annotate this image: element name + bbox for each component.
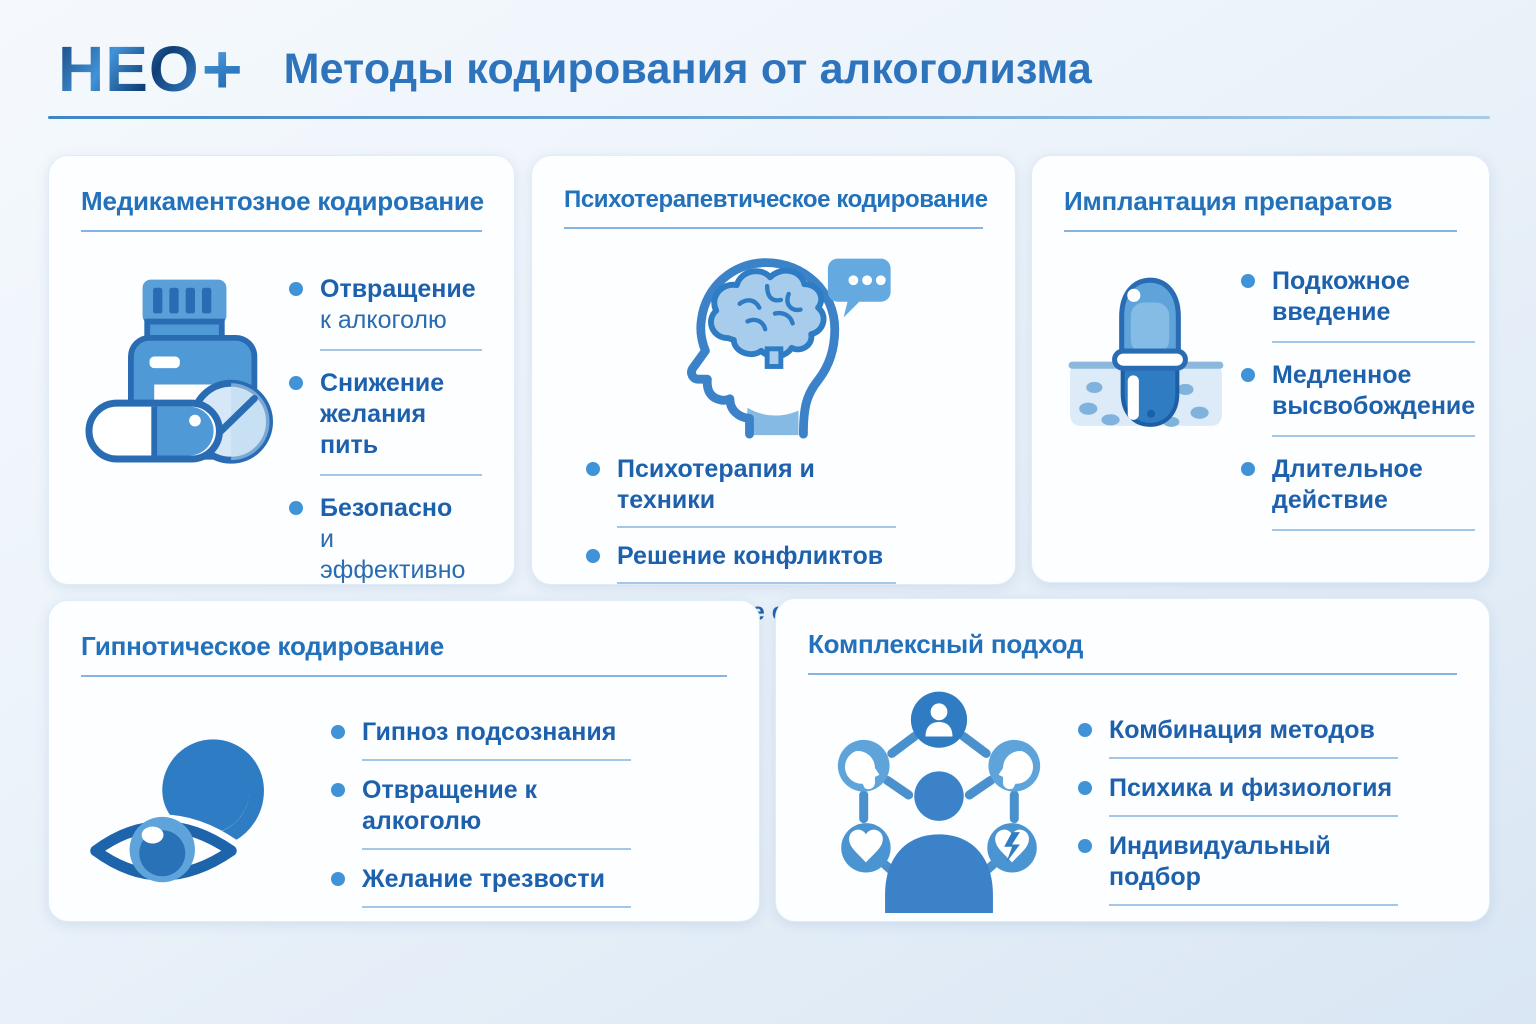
list-item: Медленное высвобождение — [1241, 360, 1475, 437]
header — [58, 30, 1488, 108]
header-divider — [48, 116, 1490, 119]
card-hypnotic-body — [81, 687, 727, 922]
list-item: Отвращение к алкоголю — [289, 274, 482, 351]
list-item: Гипноз подсознания — [331, 717, 631, 761]
complex-bullet-list — [1078, 715, 1398, 920]
hypnosis-spiral-eye-icon — [81, 703, 321, 922]
medication-bullet-list — [289, 274, 482, 616]
list-item: Безопасно и эффективно — [289, 493, 482, 599]
card-psychotherapy — [531, 155, 1016, 585]
card-complex-title: Комплексный подход — [808, 629, 1457, 675]
list-item: Психотерапия и техники — [586, 454, 896, 528]
card-medication-title: Медикаментозное кодирование — [81, 186, 482, 232]
list-item: Желание трезвости — [331, 864, 631, 908]
card-implantation-title: Имплантация препаратов — [1064, 186, 1457, 232]
logo-text: НЕО — [58, 33, 200, 105]
card-psychotherapy-title: Психотерапевтическое кодирование — [564, 186, 983, 229]
card-medication — [48, 155, 515, 585]
implant-capsule-icon — [1064, 262, 1229, 548]
hypnotic-bullet-list — [331, 717, 631, 922]
pill-bottle-icon — [81, 268, 281, 616]
list-item: Снижение желания пить — [289, 368, 482, 476]
card-medication-body — [81, 268, 482, 616]
card-hypnotic — [48, 600, 760, 922]
card-hypnotic-title: Гипнотическое кодирование — [81, 631, 727, 677]
card-implantation-body — [1064, 262, 1476, 548]
page-title: Методы кодирования от алкоголизма — [283, 44, 1093, 93]
card-complex-body — [808, 677, 1457, 920]
list-item: Длительное действие — [1241, 454, 1475, 531]
list-item: Комбинация методов — [1078, 715, 1398, 759]
logo-plus-icon: + — [201, 30, 244, 108]
card-implantation — [1031, 155, 1490, 583]
network-person-icon — [808, 677, 1070, 920]
list-item: Психика и физиология — [1078, 773, 1398, 817]
card-complex — [775, 598, 1490, 922]
list-item: Решение конфликтов — [586, 541, 896, 584]
list-item: Индивидуальный подбор — [1078, 831, 1398, 906]
card-psychotherapy-body — [564, 243, 983, 651]
neo-plus-logo — [58, 30, 244, 108]
implantation-bullet-list — [1241, 266, 1475, 548]
list-item: Отвращение к алкоголю — [331, 775, 631, 850]
head-brain-speech-icon — [624, 243, 924, 444]
list-item: Подкожное введение — [1241, 266, 1475, 343]
